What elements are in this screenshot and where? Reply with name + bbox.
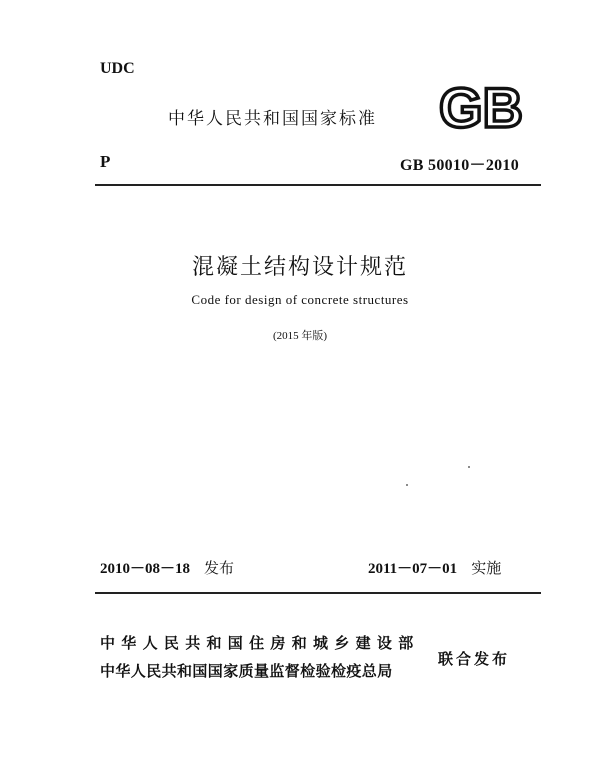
gb-logo-text: GB bbox=[439, 80, 523, 134]
edition-label: (2015 年版) bbox=[272, 330, 328, 342]
implementation-date: 2011－07－01 bbox=[368, 561, 458, 577]
standard-number: GB 50010－2010 bbox=[400, 157, 520, 174]
implementation-label: 实施 bbox=[471, 559, 502, 577]
document-title-en: Code for design of concrete structures bbox=[191, 292, 409, 307]
joint-release-label: 联合发布 bbox=[438, 650, 511, 668]
issuer-ministry-housing: 中华人民共和国住房和城乡建设部 bbox=[100, 634, 420, 652]
scan-speck bbox=[406, 484, 408, 486]
gb-logo bbox=[432, 80, 530, 134]
top-divider bbox=[95, 184, 541, 186]
udc-label: UDC bbox=[100, 60, 135, 77]
national-standard-title: 中华人民共和国国家标准 bbox=[168, 109, 377, 129]
document-title-cn: 混凝土结构设计规范 bbox=[191, 255, 408, 280]
issue-date-row bbox=[100, 557, 234, 578]
bottom-divider bbox=[95, 592, 541, 594]
classification-code: P bbox=[100, 152, 111, 171]
implementation-date-row bbox=[368, 557, 501, 578]
issuer-aqsiq: 中华人民共和国国家质量监督检验检疫总局 bbox=[100, 662, 393, 680]
scan-speck bbox=[468, 466, 470, 468]
issue-date: 2010－08－18 bbox=[100, 561, 191, 577]
issue-label: 发布 bbox=[204, 559, 235, 577]
